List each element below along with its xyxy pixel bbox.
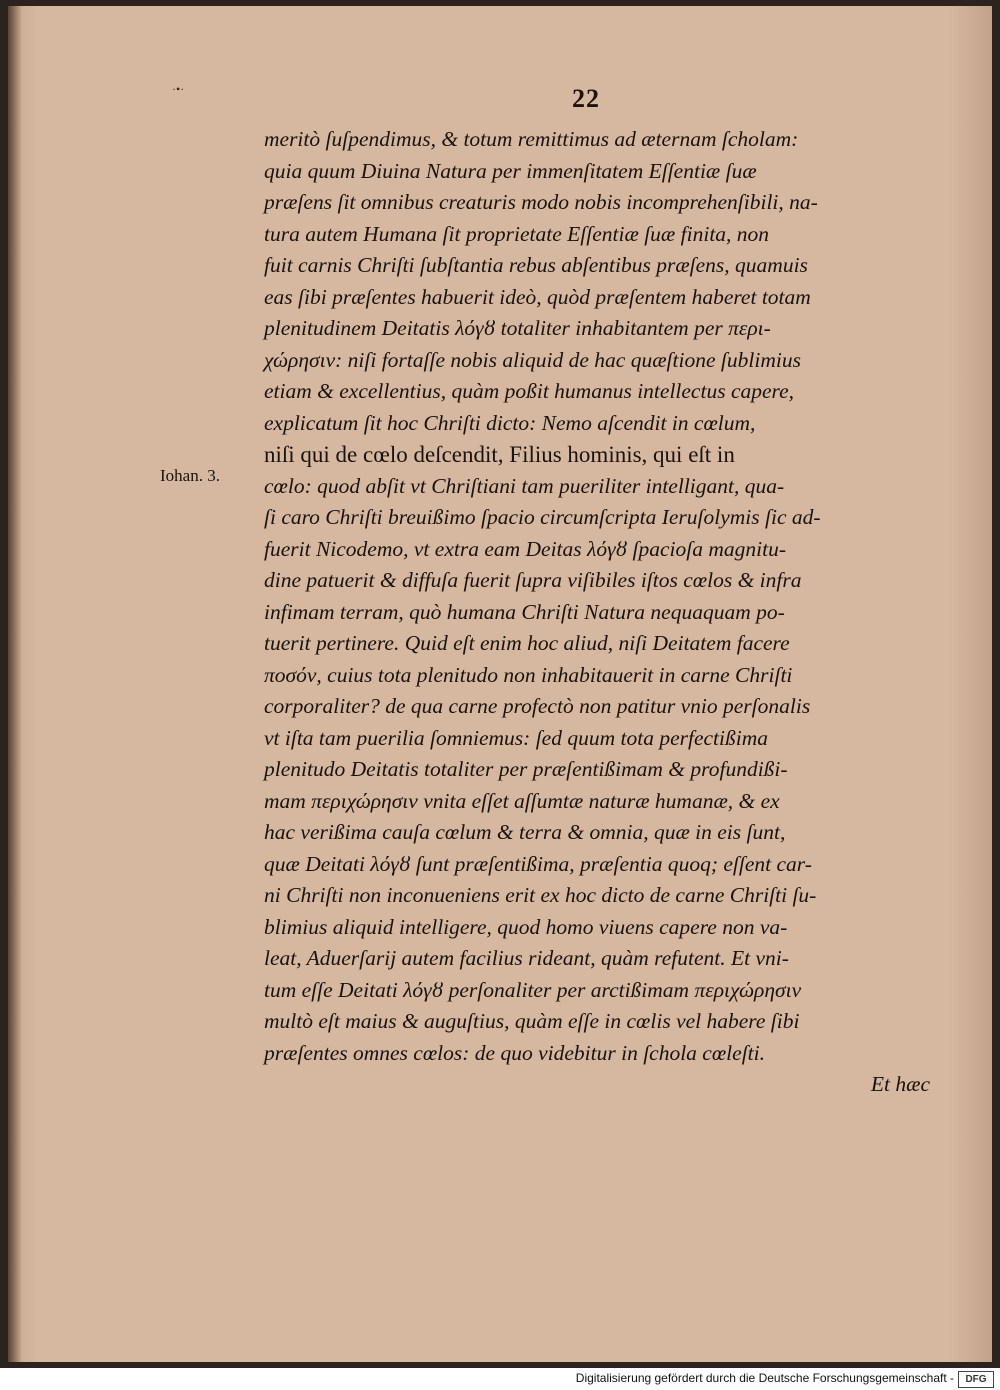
text-line: tura autem Humana ſit proprietate Eſſentiæ ſuæ finita, non: [264, 221, 770, 246]
catchword: Et hæc: [870, 1072, 930, 1096]
gutter-shadow: [8, 6, 22, 1362]
text-line: fuerit Nicodemo, vt extra eam Deitas λόγȣ ſpacioſa magnitu-: [264, 536, 787, 561]
ink-speck: ·•·: [172, 82, 185, 96]
text-line: fuit carnis Chriſti ſubſtantia rebus abſentibus præſens, quamuis: [264, 253, 808, 277]
footer-credit: Digitalisierung gefördert durch die Deutsche Forschungsgemeinschaft -: [575, 1371, 954, 1385]
text-line: explicatum ſit hoc Chriſti dicto: Nemo aſcendit in cœlum,: [264, 410, 756, 435]
text-line: hac verißima cauſa cœlum & terra & omnia, quæ in eis ſunt,: [264, 820, 786, 844]
text-line: plenitudinem Deitatis λόγȣ totaliter inhabitantem per περι-: [264, 316, 771, 340]
text-line: blimius aliquid intelligere, quod homo viuens capere non va-: [264, 914, 788, 939]
text-line: infimam terram, quò humana Chriſti Natura nequaquam po-: [264, 599, 785, 624]
dfg-logo: DFG: [958, 1371, 994, 1388]
margin-note: Iohan. 3.: [160, 466, 220, 485]
text-line: multò eſt maius & auguſtius, quàm eſſe in cœlis vel habere ſibi: [264, 1009, 800, 1033]
text-line: præſentes omnes cœlos: de quo videbitur in ſchola cœleſti.: [264, 1040, 765, 1065]
text-line: ποσόν, cuius tota plenitudo non inhabitauerit in carne Chriſti: [264, 662, 793, 687]
text-line: vt iſta tam puerilia ſomniemus: ſed quum tota perfectißima: [264, 725, 768, 750]
text-line: cœlo: quod abſit vt Chriſtiani tam pueriliter intelligant, qua-: [264, 473, 785, 498]
footer-bar: [0, 1368, 1000, 1390]
text-line: quia quum Diuina Natura per immenſitatem Eſſentiæ ſuæ: [264, 158, 757, 183]
text-line: meritò ſuſpendimus, & totum remittimus ad æternam ſcholam:: [264, 127, 799, 151]
text-line: leat, Aduerſarij autem facilius rideant, quàm refutent. Et vni-: [264, 946, 789, 970]
body-text: [264, 124, 930, 1101]
text-line: dine patuerit & diffuſa fuerit ſupra viſibiles iſtos cœlos & infra: [264, 568, 802, 592]
text-line: niſi qui de cœlo deſcendit, Filius hominis, qui eſt in: [264, 442, 735, 467]
text-line: eas ſibi præſentes habuerit ideò, quòd præſentem haberet totam: [264, 284, 811, 309]
text-line: χώρησιν: niſi fortaſſe nobis aliquid de hac quæſtione ſublimius: [264, 347, 801, 372]
text-line: mam περιχώρησιν vnita eſſet aſſumtæ naturæ humanæ, & ex: [264, 788, 780, 813]
text-line: etiam & excellentius, quàm poßit humanus intellectus capere,: [264, 379, 795, 403]
text-line: tuerit pertinere. Quid eſt enim hoc aliud, niſi Deitatem facere: [264, 631, 790, 655]
text-line: ſi caro Chriſti breuißimo ſpacio circumſcripta Ieruſolymis ſic ad-: [264, 505, 821, 529]
page-number: 22: [572, 84, 600, 113]
text-line: ni Chriſti non inconueniens erit ex hoc dicto de carne Chriſti ſu-: [264, 883, 817, 907]
text-line: corporaliter? de qua carne profectò non patitur vnio perſonalis: [264, 694, 811, 718]
text-line: quæ Deitati λόγȣ ſunt præſentißima, præſentia quoq; eſſent car-: [264, 851, 812, 876]
text-line: præſens ſit omnibus creaturis modo nobis incomprehenſibili, na-: [264, 190, 818, 214]
text-line: tum eſſe Deitati λόγȣ perſonaliter per arctißimam περιχώρησιν: [264, 977, 802, 1002]
text-line: plenitudo Deitatis totaliter per præſentißimam & profundißi-: [264, 757, 788, 781]
